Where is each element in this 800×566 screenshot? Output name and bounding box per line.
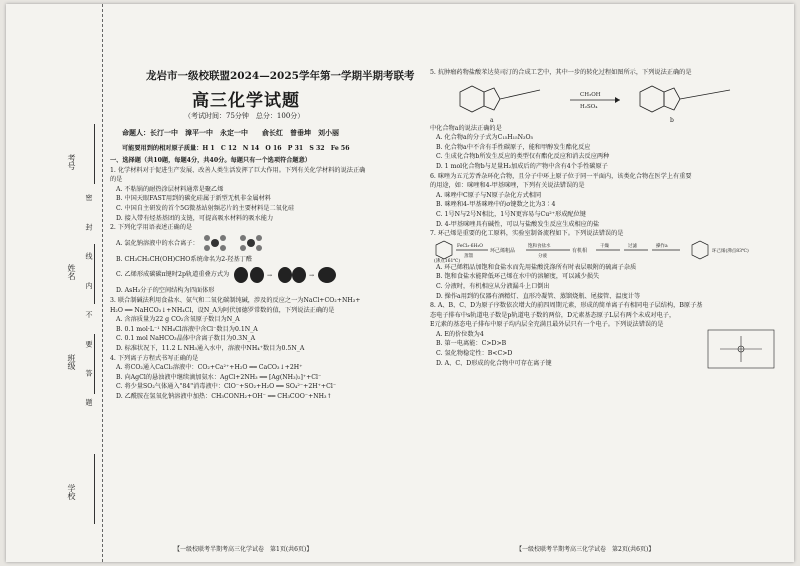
option: B. 第一电离能：C>D>B [436, 340, 507, 348]
option: C. 中国自主研发的首个5G微基站射频芯片的主要材料是二氧化硅 [116, 204, 295, 212]
left-column [110, 156, 415, 401]
option: A. 咪唑中C原子与N原子杂化方式相同 [436, 191, 542, 199]
question-text: 态电子排布中s轨道电子数是p轨道电子数的两倍，D元素基态原子L层有两个未成对电子， [430, 311, 676, 319]
option: D. 4-甲基咪唑具有碱性，可以与盐酸发生反应生成相应的盐 [436, 220, 600, 228]
q5-reaction-figure [430, 78, 782, 124]
right-column [430, 68, 782, 368]
section-heading: 一、选择题（共10题，每题4分，共40分。每题只有一个选项符合题意） [110, 157, 311, 164]
option [110, 233, 415, 255]
flowchart-svg [430, 239, 780, 263]
question-7: 7. 环己烯是重要的化工原料，实验室制备流程如下。下列说法错误的是 [430, 230, 624, 238]
option: A. 不粘锅的耐热涂层材料通常是聚乙烯 [116, 185, 224, 193]
svg-text:有机相: 有机相 [572, 247, 588, 254]
exam-meta: （考试时间：75分钟 总分：100分） [184, 112, 305, 120]
option: C. 将少量SO₂气体通入"84"消毒液中：ClO⁻+SO₂+H₂O ══ SO₄²⁻+2H⁺+Cl⁻ [116, 383, 337, 391]
question-text: 的是 [110, 176, 123, 184]
question-8: 8. A、B、C、D为原子序数依次增大的前四周期元素，形成的简单离子有相同电子层结构，B原子基 [430, 302, 703, 310]
option-text: C. 乙烯形成碳碳π键时2p轨道重叠方式为 [116, 271, 230, 279]
svg-text:操作a: 操作a [656, 243, 668, 249]
option: D. 操作a用到的仪器有酒精灯、直形冷凝管、蒸馏烧瓶、尾接管、温度计等 [436, 292, 641, 300]
subject-title: 高三化学试题 [192, 91, 300, 111]
option: B. 0.1 mol·L⁻¹ NH₄Cl溶液中含Cl⁻数目为0.1N_A [116, 325, 258, 333]
option: A. E的价位数为4 [436, 330, 484, 338]
svg-text:环己烯(沸点83℃): 环己烯(沸点83℃) [712, 248, 749, 254]
svg-text:分液: 分液 [538, 253, 547, 259]
authors: 命题人：长汀一中 漳平一中 永定一中 俞长红 曾垂坤 刘小丽 [122, 128, 339, 137]
footer-right: 【一级校联考半期考高三化学试卷 第2页(共6页)】 [516, 546, 655, 553]
reagent-label: CH₃OH [580, 91, 601, 98]
question-text: H₂O ══ NaHCO₃↓+NH₄Cl，设N_A为阿伏加德罗常数的值，下列说法正确的是 [110, 306, 335, 314]
option: D. 标准状况下，11.2 L NH₃通入水中，溶液中NH₄⁺数目为0.5N_A [116, 344, 305, 352]
option: B. 咪唑和4-甲基咪唑中的σ键数之比为3∶4 [436, 201, 556, 209]
option: B. 化合物a中不含有手性碳原子，能和甲醇发生酯化反应 [436, 143, 591, 151]
name-field: 姓名 [67, 264, 76, 280]
bind-line [94, 334, 95, 394]
svg-text:干燥: 干燥 [600, 243, 609, 249]
bind-line [94, 454, 95, 524]
question-4: 4. 下列离子方程式书写正确的是 [110, 354, 199, 362]
exam-title: 龙岩市一级校联盟2024—2025学年第一学期半期考联考 [146, 70, 415, 82]
binding-margin [6, 4, 103, 562]
footer-left: 【一级校联考半期考高三化学试卷 第1页(共6页)】 [174, 546, 313, 553]
option: B. CH₃CH₂CH(OH)CHO系统命名为2-羟基丁醛 [116, 255, 253, 263]
question-3: 3. 联合制碱法利用食盐水、氨气和二氧化碳制纯碱，涉及的反应之一为NaCl+CO₂+NH₃+ [110, 296, 361, 304]
option-text: A. 氯化钠溶液中的水合离子： [116, 239, 199, 247]
option: A. 含溶质量为22 g CO₂含氧原子数目为N_A [116, 316, 240, 324]
hydrated-ion-figure [201, 233, 271, 253]
option: C. 0.1 mol NaHCO₃晶体中含离子数目为0.3N_A [116, 335, 256, 343]
reagent-label: H₂SO₄ [580, 103, 598, 110]
svg-text:环己烯粗品: 环己烯粗品 [490, 247, 516, 254]
atomic-masses: 可能要用到的相对原子质量：H 1 C 12 N 14 O 16 P 31 S 32 Fe 56 [122, 145, 350, 152]
option: D. A、C、D形成的化合物中可存在离子键 [436, 359, 552, 367]
option: B. 饱和食盐水能降低环己烯在水中的溶解度，可以减少损失 [436, 273, 600, 281]
option: A. 将CO₂通入CaCl₂溶液中：CO₂+Ca²⁺+H₂O ══ CaCO₃↓+2H⁺ [116, 364, 303, 372]
svg-text:蒸馏: 蒸馏 [464, 253, 473, 259]
svg-text:→: → [267, 271, 273, 279]
option [110, 264, 415, 286]
orbital-overlap-figure [231, 265, 341, 285]
option: B. 向AgCl的悬浊液中继续滴加氨水：AgCl+2NH₃ ══ [Ag(NH₃)₂]⁺+Cl⁻ [116, 373, 322, 381]
option: C. 氢化物稳定性：B<C>D [436, 350, 513, 358]
question-text: 中化合物a的说法正确的是 [430, 124, 502, 132]
question-6: 6. 咪唑为五元芳香杂环化合物，且分子中环上原子位于同一平面内，该类化合物在医学上有重要 [430, 172, 692, 180]
option: C. 分液时，有机相应从分液漏斗上口倒出 [436, 282, 550, 290]
option: B. 中国天眼FAST用到的碳化硅属于新型无机非金属材料 [116, 195, 272, 203]
question-text: E元素的基态电子排布中原子均内层全充满且最外层只有一个电子。下列说法错误的是 [430, 321, 664, 329]
question-text: 的用途，如：咪唑和4-甲基咪唑，下列有关说法错误的是 [430, 182, 585, 190]
question-2: 2. 下列化学用语表述正确的是 [110, 224, 193, 232]
seal-line-note: 密 封 线 内 不 要 答 题 [85, 194, 93, 416]
svg-text:(沸点161℃): (沸点161℃) [434, 258, 461, 263]
question-5: 5. 抗肿瘤药物盐酸苯达莫司汀的合成工艺中，其中一步的转化过程如图所示，下列说法正确的是 [430, 69, 692, 76]
option: D. AsH₃分子的空间结构为四面体形 [116, 287, 215, 295]
reaction-scheme-svg [430, 78, 770, 124]
question-1: 1. 化学材料对于促进生产发展、改善人类生活发挥了巨大作用。下列有关化学材料的说法正确 [110, 166, 366, 174]
q7-flowchart [430, 239, 782, 263]
bind-line [94, 124, 95, 184]
school-field: 学校 [67, 484, 76, 500]
class-field: 班级 [67, 354, 76, 370]
option: C. 1号N与2号N相比，1号N更容易与Cu²⁺形成配位键 [436, 210, 586, 218]
bind-line [94, 244, 95, 304]
option: C. 生成化合物b所发生反应的类型仅有酯化反应和消去反应两种 [436, 153, 610, 161]
option: D. 接入带有烃基基团的支链，可提高吸水材料的吸水能力 [116, 214, 274, 222]
svg-text:过滤: 过滤 [628, 243, 637, 249]
option: D. 1 mol化合物b与足量H₂加成后的产物中含有4个手性碳原子 [436, 162, 608, 170]
exam-number-field: 考号 [67, 154, 76, 170]
svg-text:FeCl₃·6H₂O: FeCl₃·6H₂O [457, 243, 483, 249]
option: A. 环己烯粗品加饱和食盐水而先用盐酸洗涤所有时表层吸附的硫离子杂质 [436, 263, 637, 271]
exam-sheet [6, 4, 794, 562]
compound-label: b [670, 116, 674, 124]
compound-label: a [490, 116, 494, 124]
q8-structure-figure [706, 328, 776, 370]
option: D. 乙酰胺在氢氧化钠溶液中加热：CH₃CONH₂+OH⁻ ══ CH₃COO⁻+NH₃↑ [116, 392, 332, 400]
svg-text:饱和食盐水: 饱和食盐水 [528, 243, 551, 249]
q8-options [430, 330, 782, 368]
option: A. 化合物a的分子式为C₁₅H₁₅N₃O₅ [436, 134, 534, 142]
svg-text:→: → [309, 271, 315, 279]
